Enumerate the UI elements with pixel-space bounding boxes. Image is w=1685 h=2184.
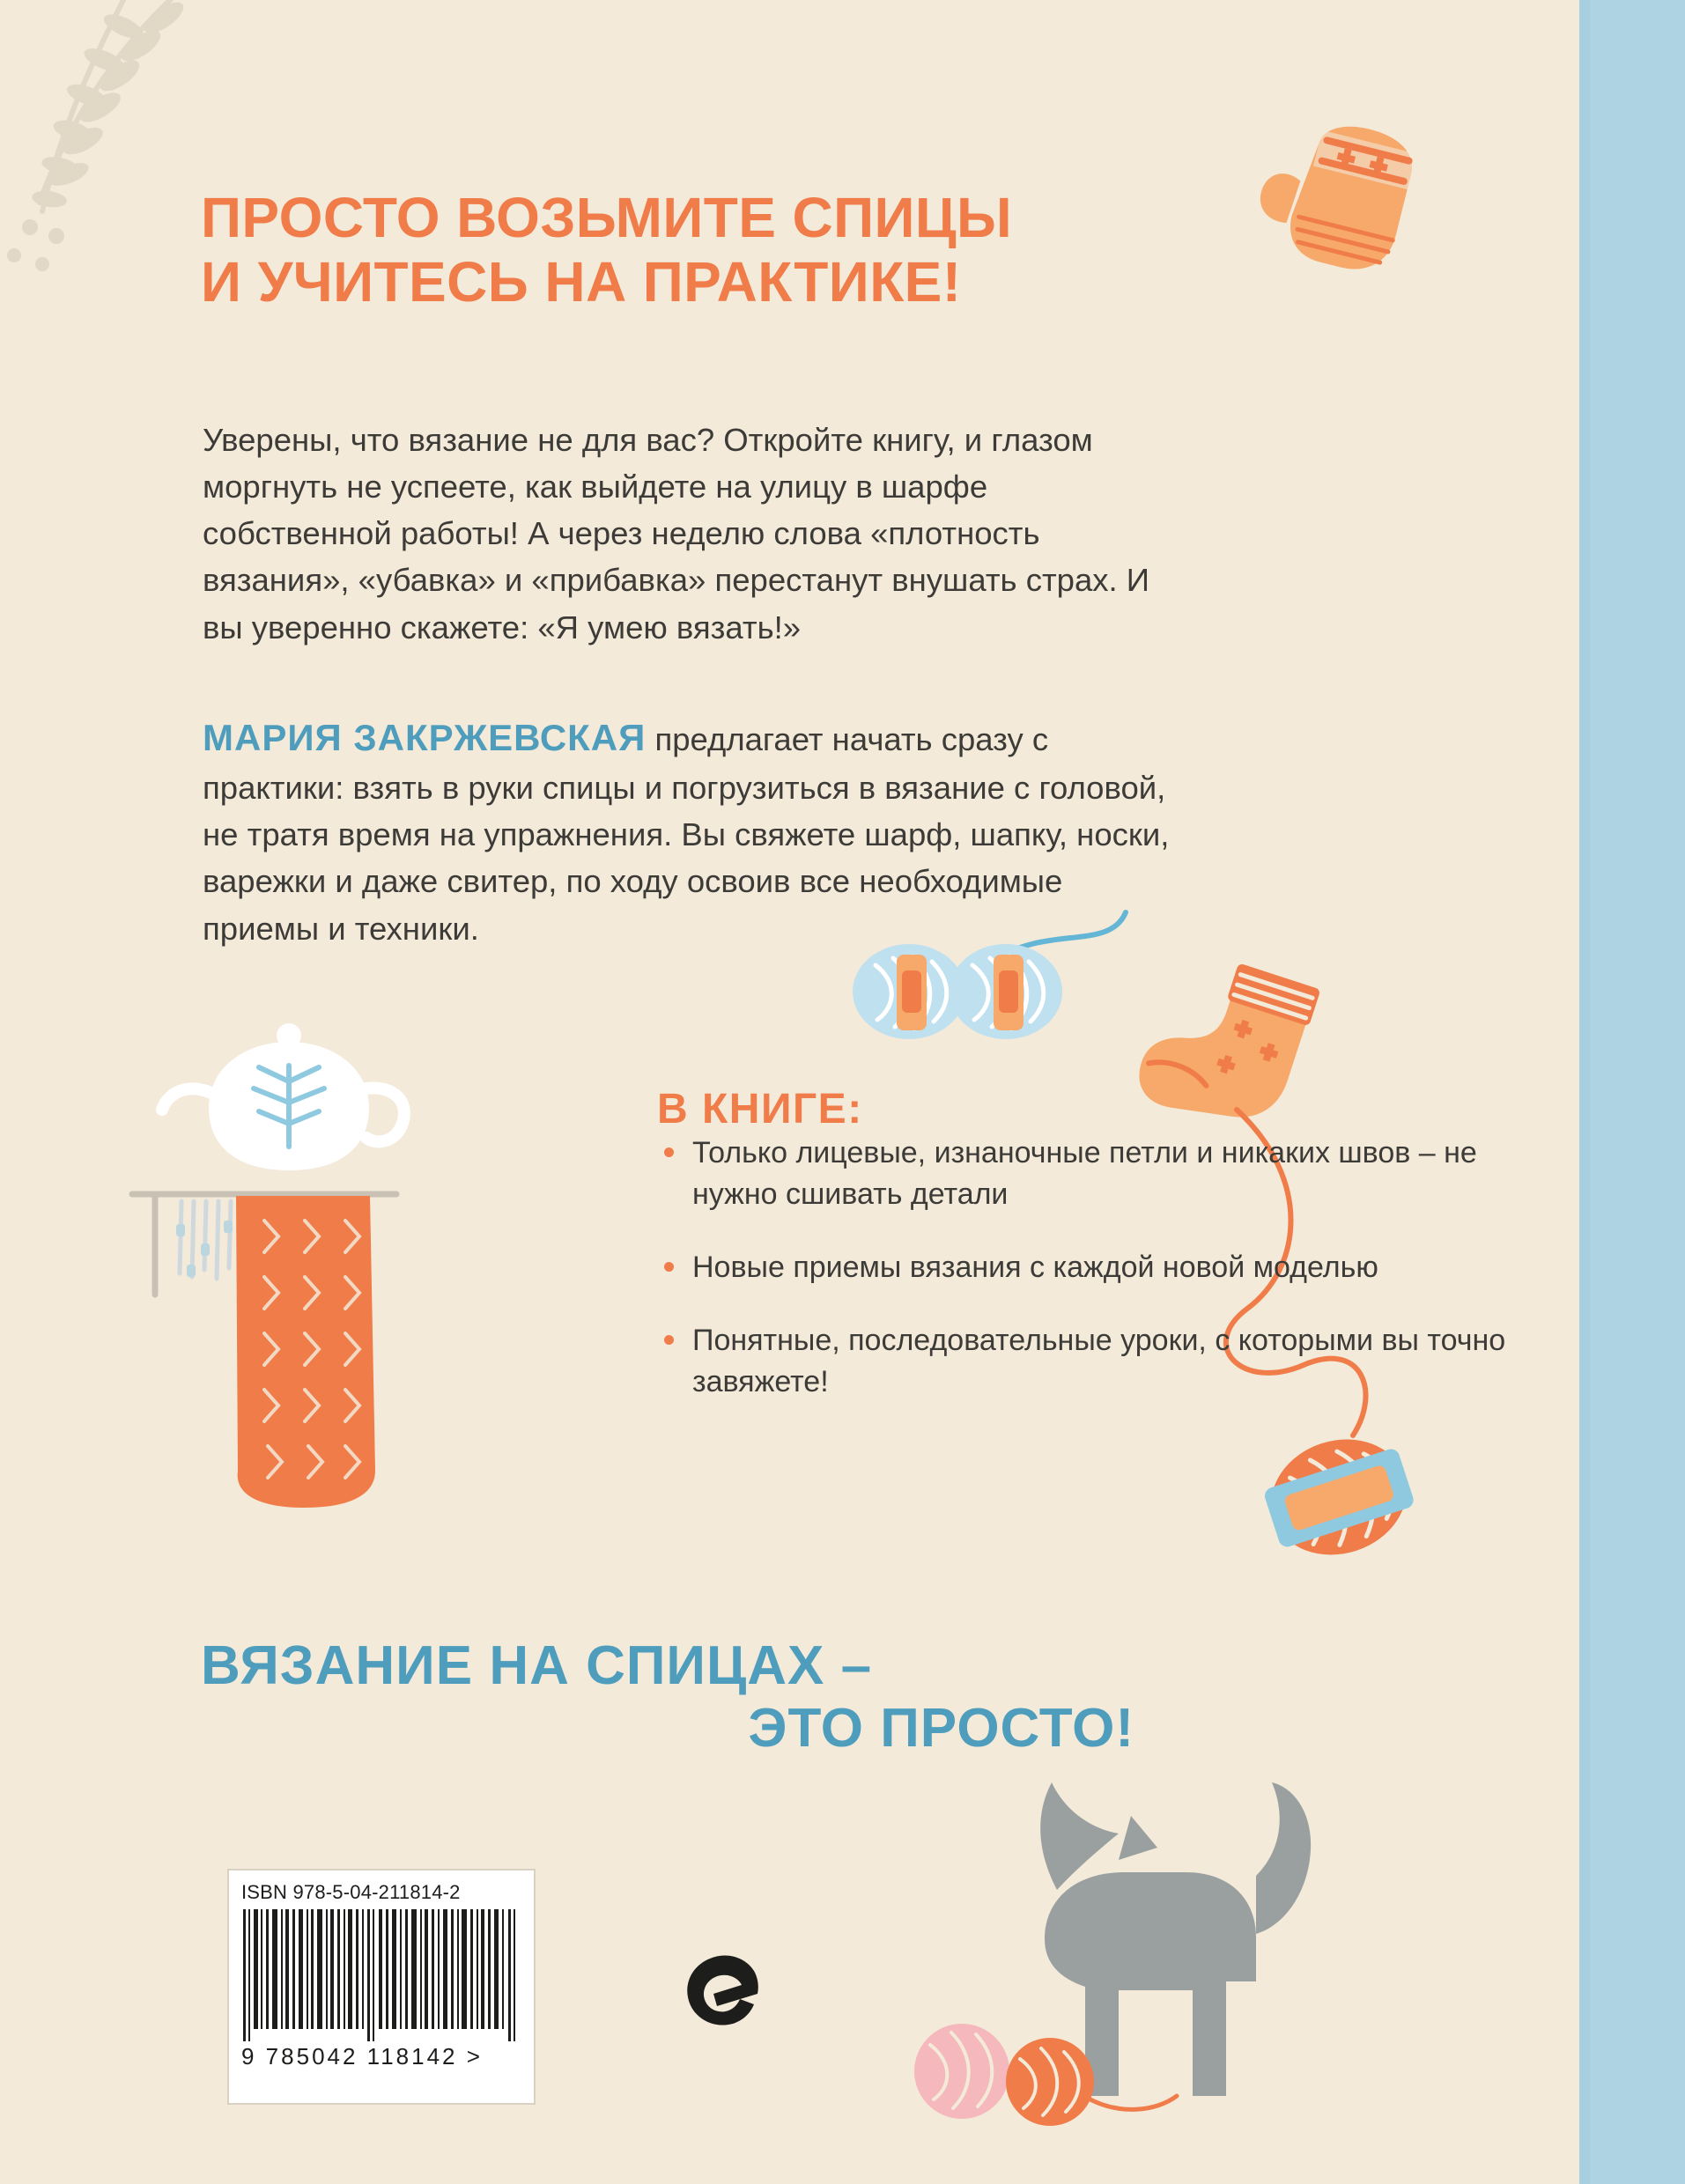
tagline-line-1: ВЯЗАНИЕ НА СПИЦАХ – [201,1635,873,1697]
list-item: Понятные, последовательные уроки, с которыми вы точно завяжете! [657,1320,1547,1403]
author-paragraph-rest: предлагает начать сразу с практики: взять в руки спицы и погрузиться в вязание с головой, не тратя время на упражнения. Вы свяжете шарф, шапку, носки, варежки и даже свитер, по ходу освоив все необходимые приемы и техники. [203,720,1170,947]
cover-text-column [201,0,1506,2184]
headline-line-2: И УЧИТЕСЬ НА ПРАКТИКЕ! [201,249,962,314]
list-item: Только лицевые, изнаночные петли и никаких швов – не нужно сшивать детали [657,1133,1547,1215]
tagline-line-2: ЭТО ПРОСТО! [748,1697,1134,1759]
cover-spine-inner [1590,0,1685,2184]
barcode-digits: 9 785042 118142 > [241,2043,483,2070]
isbn-text: ISBN 978-5-04-211814-2 [241,1881,461,1903]
publisher-logo-icon [678,1948,763,2054]
tagline [201,1635,1240,1759]
cover-spine-strip [1579,0,1685,2184]
list-item: Новые приемы вязания с каждой новой моделью [657,1247,1547,1288]
in-book-title: В КНИГЕ: [657,1085,863,1133]
author-paragraph [203,711,1171,952]
headline [201,186,1240,314]
barcode-block [227,1869,536,2105]
in-book-bullet-list [657,1133,1547,1435]
barcode-bars [241,1909,521,2041]
author-name: МАРИЯ ЗАКРЖЕВСКАЯ [203,716,647,758]
headline-line-1: ПРОСТО ВОЗЬМИТЕ СПИЦЫ [201,185,1013,249]
intro-paragraph: Уверены, что вязание не для вас? Откройте книгу, и глазом моргнуть не успеете, как выйдете на улицу в шарфе собственной работы! А через неделю слова «плотность вязания», «убавка» и «прибавка» перестанут внушать страх. И вы уверенно скажете: «Я умею вязать!» [203,421,1150,646]
